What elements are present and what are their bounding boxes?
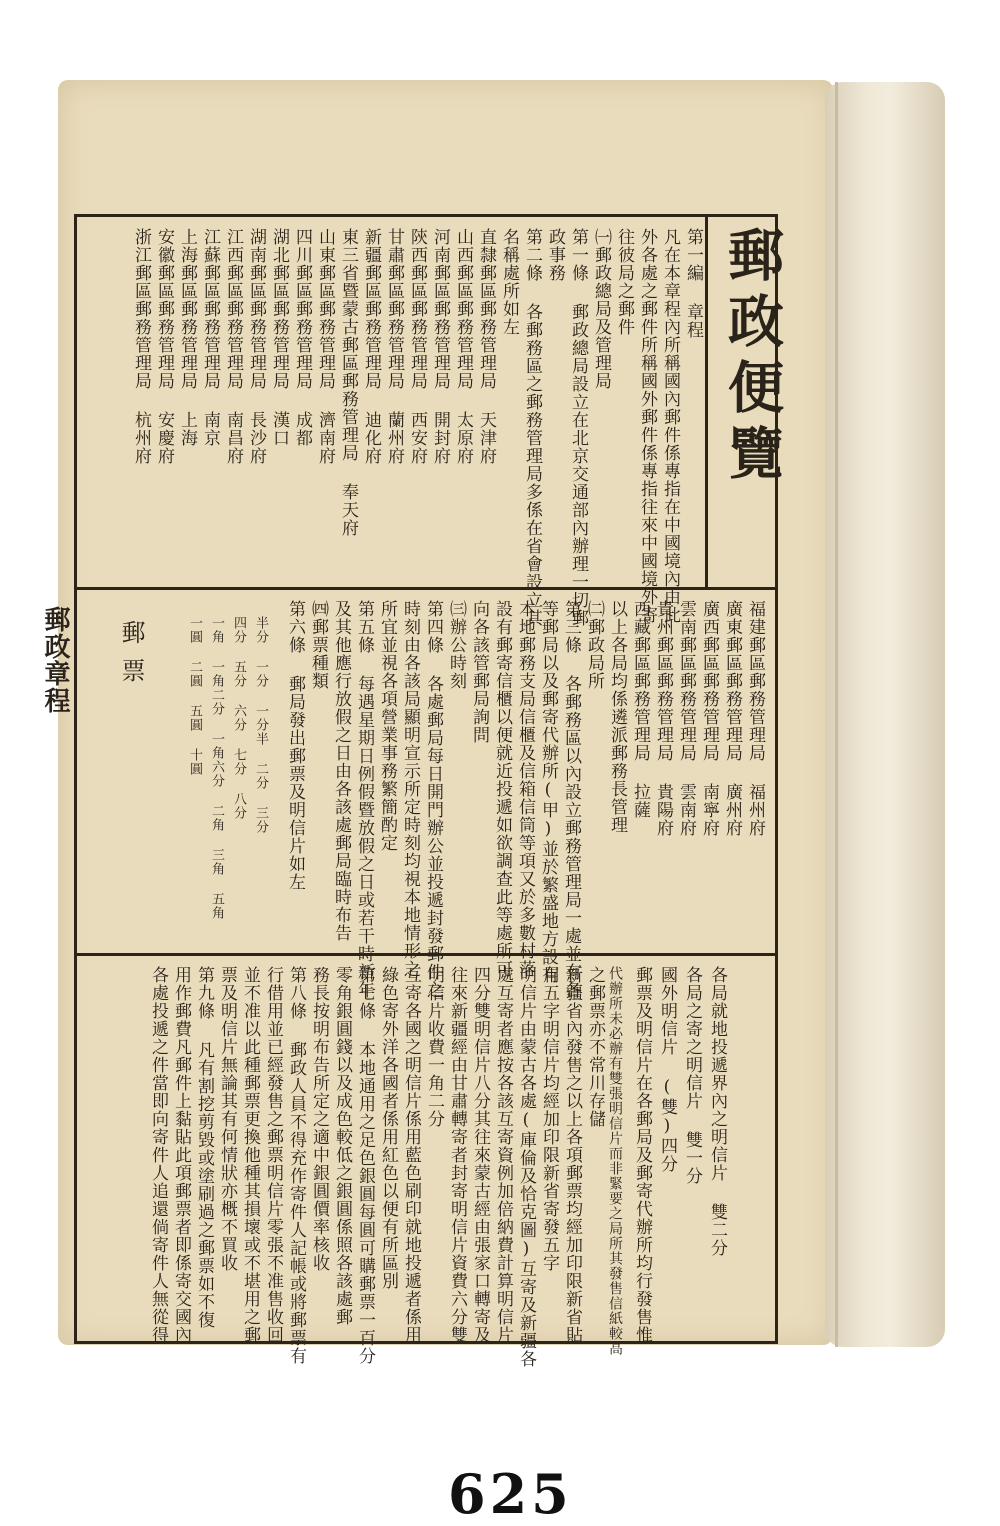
text-column: 名稱處所如左: [499, 228, 519, 336]
text-column: 處互寄者應按各該互寄資例加倍納費計算明信片: [493, 966, 513, 1344]
text-column: 新疆郵區郵務管理局 迪化府: [361, 228, 381, 465]
text-column: 第一編 章程: [683, 228, 703, 339]
text-column: 各局就地投遞界內之明信片 雙二分: [707, 966, 727, 1257]
text-column: 務長按明布告所定之適中銀圓價率核收: [309, 966, 329, 1272]
title-rule: [705, 214, 708, 588]
text-column: 東三省暨蒙古郵區郵務管理局 奉天府: [338, 228, 358, 537]
text-column: 浙江郵區郵務管理局 杭州府: [131, 228, 151, 465]
stamp-values: 四分 五分 六分 七分 八分: [231, 616, 246, 820]
text-column: 第四條 各處郵局每日開門辦公並投遞封發郵件之: [423, 600, 443, 999]
text-column: 第二條 各郵務區之郵務管理局多係在省會設立其: [522, 228, 542, 627]
text-column: 西藏郵區郵務管理局 拉薩: [630, 600, 650, 819]
text-column: 以上各局均係遴派郵務長管理: [607, 600, 627, 834]
page-title: 郵政便覽: [719, 226, 785, 490]
text-column: 第五條 每遇星期日例假暨放假之日或若干時新年: [354, 600, 374, 999]
text-column: ㈣郵票種類: [308, 600, 328, 690]
text-column: 四分雙明信片八分其往來蒙古經由張家口轉寄及: [470, 966, 490, 1344]
text-column: 新疆省內發售之以上各項郵票均經加印限新省貼: [562, 966, 582, 1344]
text-column: 設有郵寄信櫃以便就近投遞如欲調查此等處所可: [492, 600, 512, 978]
text-column: 本地郵務支局信櫃及信箱信筒等項又於多數村落: [515, 600, 535, 978]
text-column: 凡在本章程內所稱國內郵件係專指在中國境內由此: [660, 228, 680, 624]
text-column: 貴州郵區郵務管理局 貴陽府: [653, 600, 673, 837]
text-column: 第三條 各郵務區以內設立郵務管理局一處並有各: [561, 600, 581, 999]
stamp-values: 一角 一角二分 一角六分 二角 三角 五角: [209, 616, 224, 920]
text-column: 上海郵區郵務管理局 上海: [177, 228, 197, 447]
text-column: 福建郵區郵務管理局 福州府: [745, 600, 765, 837]
text-column: 用作郵費凡郵件上黏貼此項郵票者即係寄交國內: [171, 966, 191, 1344]
spine-seam: [835, 82, 838, 1347]
text-column: 第八條 郵政人員不得充作寄件人記帳或將郵票有: [286, 966, 306, 1365]
text-column: 郵票及明信片在各郵局及郵寄代辦所均行發售惟: [632, 966, 652, 1344]
spine-label: 郵政章程: [40, 606, 70, 714]
text-column: 政事務: [545, 228, 565, 282]
text-column: 行借用並已經發售之郵票明信片零張不准售收回: [263, 966, 283, 1344]
text-column: ㈠郵政總局及管理局: [591, 228, 611, 390]
text-column: 向各該管郵局詢問: [469, 600, 489, 744]
text-column: 陝西郵區郵務管理局 西安府: [407, 228, 427, 465]
page-number: 625: [448, 1462, 573, 1526]
text-column: 江蘇郵區郵務管理局 南京: [200, 228, 220, 447]
text-column: 湖北郵區郵務管理局 漢口: [269, 228, 289, 447]
text-column: 第六條 郵局發出郵票及明信片如左: [285, 600, 305, 891]
text-column: 雲南郵區郵務管理局 雲南府: [676, 600, 696, 837]
text-column: 第一條 郵政總局設立在北京交通部內辦理一切郵: [568, 228, 588, 627]
text-column: 明信片由蒙古各處(庫倫及恰克圖)互寄及新疆各: [516, 966, 536, 1368]
text-column: ㈢辦公時刻: [446, 600, 466, 690]
text-column: 代辦所未必辦有雙張明信片而非緊要之局所其發售信紙較高: [607, 966, 623, 1356]
text-column: 所宜並視各項營業事務繁簡酌定: [377, 600, 397, 852]
text-column: 零角銀圓錢以及成色較低之銀圓係照各該處郵: [332, 966, 352, 1326]
text-column: 甘肅郵區郵務管理局 蘭州府: [384, 228, 404, 465]
stamp-values: 一圓 二圓 五圓 十圓: [187, 616, 202, 776]
text-column: 廣西郵區郵務管理局 南寧府: [699, 600, 719, 837]
text-column: 票及明信片無論其有何情狀亦概不買收: [217, 966, 237, 1272]
text-column: 湖南郵區郵務管理局 長沙府: [246, 228, 266, 465]
text-column: 時刻由各該局顯明宣示所定時刻均視本地情形之: [400, 600, 420, 978]
text-column: 及其他應行放假之日由各該處郵局臨時布告: [331, 600, 351, 942]
text-column: 江西郵區郵務管理局 南昌府: [223, 228, 243, 465]
text-column: 外各處之郵件所稱國外郵件係專指往來中國境外寄: [637, 228, 657, 624]
stamp-values: 半分 一分 一分半 二分 三分: [253, 616, 268, 834]
text-column: 之郵票亦不常川存儲: [585, 966, 605, 1128]
text-column: 山東郵區郵務管理局 濟南府: [315, 228, 335, 465]
text-column: 往彼局之郵件: [614, 228, 634, 336]
text-column: 等郵局以及郵寄代辦所(甲)並於繁盛地方設有: [538, 600, 558, 984]
text-column: 往來新疆經由甘肅轉寄者封寄明信片資費六分雙: [447, 966, 467, 1344]
text-column: 各局之寄之明信片 雙一分: [682, 966, 702, 1185]
text-column: 山西郵區郵務管理局 太原府: [453, 228, 473, 465]
text-column: 直隸郵區郵務管理局 天津府: [476, 228, 496, 465]
text-column: ㈡郵政局所: [584, 600, 604, 690]
text-column: 互寄各國之明信片係用藍色刷印就地投遞者係用: [401, 966, 421, 1344]
book-spine-roll: [825, 82, 945, 1347]
stamps-label: 郵票: [117, 620, 145, 696]
text-column: 並不准以此種郵票更換他種其損壞或不堪用之郵: [240, 966, 260, 1344]
text-column: 第七條 本地通用之足色銀圓每圓可購郵票一百分: [355, 966, 375, 1365]
text-column: 四川郵區郵務管理局 成都: [292, 228, 312, 447]
text-column: 河南郵區郵務管理局 開封府: [430, 228, 450, 465]
text-column: 綠色寄外洋各國者係用紅色以便有所區別: [378, 966, 398, 1290]
text-column: 各處投遞之件當即向寄件人追還倘寄件人無從得: [148, 966, 168, 1344]
text-column: 明信片收費一角二分: [424, 966, 444, 1128]
text-column: 國外明信片 (雙)四分: [657, 966, 677, 1173]
text-column: 廣東郵區郵務管理局 廣州府: [722, 600, 742, 837]
text-column: 安徽郵區郵務管理局 安慶府: [154, 228, 174, 465]
text-column: 用五字明信片均經加印限新省寄發五字: [539, 966, 559, 1272]
text-column: 第九條 凡有割挖剪毀或塗刷過之郵票如不復: [194, 966, 214, 1329]
